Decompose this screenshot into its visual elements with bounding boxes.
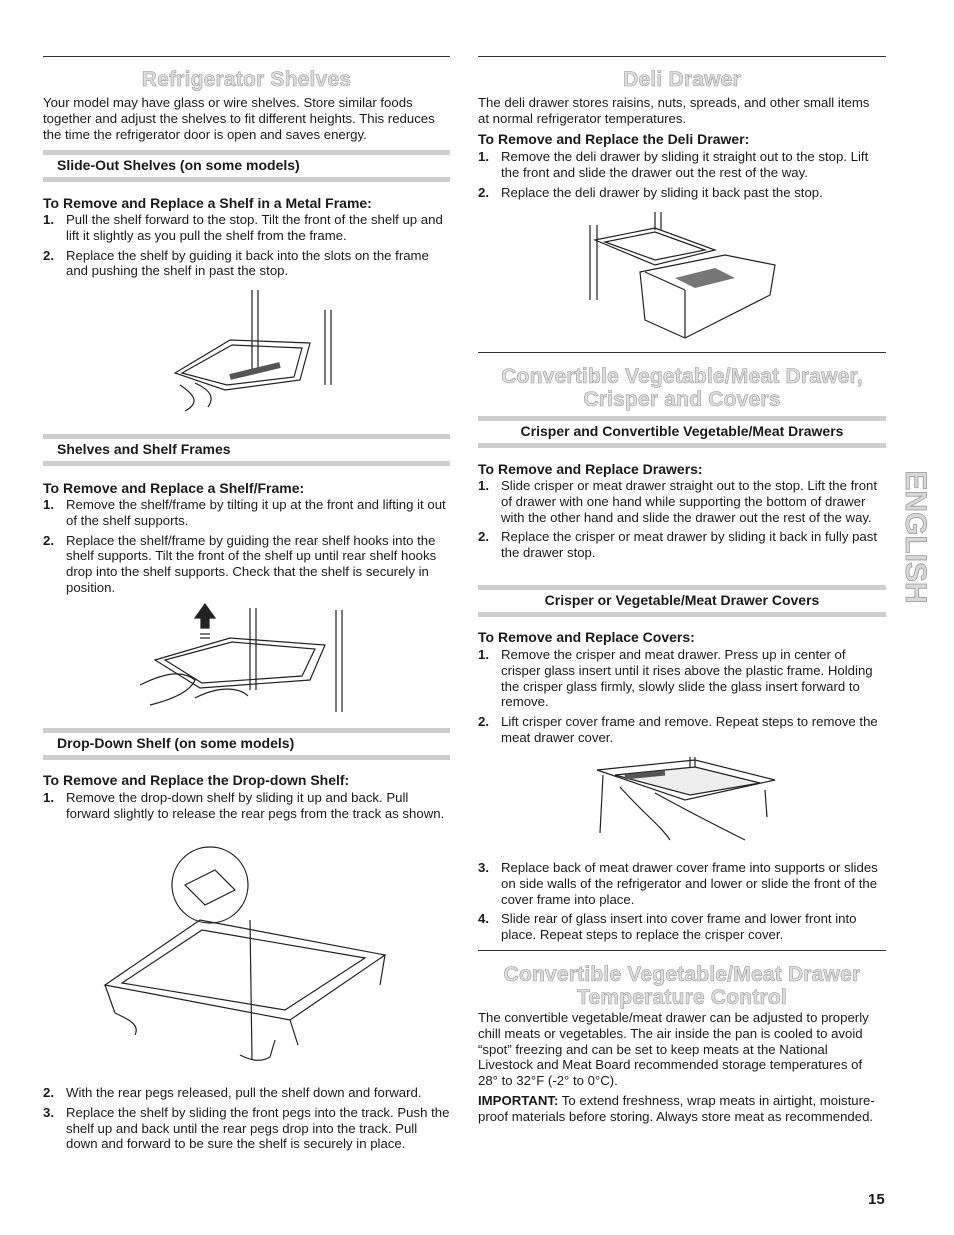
list-item: 1. Pull the shelf forward to the stop. Tilt the front of the shelf up and lift it slightly as you pull the shelf from the frame. [43, 212, 443, 243]
list-item: 3. Replace back of meat drawer cover frame into supports or slides on side walls of the refrigerator and lower or slide the front of the cover frame into place. [478, 860, 878, 907]
frames-steps [43, 497, 450, 600]
covers-subheading: To Remove and Replace Covers: [478, 629, 695, 645]
dropdown-steps-b [43, 1085, 450, 1156]
deli-drawer-illustration [585, 210, 780, 345]
shelves-intro: Your model may have glass or wire shelves. Store similar foods together and adjust the shelves to fit different heights. This reduces the time the refrigerator door is open and saves energy. [43, 95, 435, 142]
list-item: 1. Remove the crisper and meat drawer. Press up in center of crisper glass insert until it rises above the plastic frame. Holding the crisper glass firmly, slowly slide the glass insert forward to remove. [478, 647, 873, 710]
list-item: 4. Slide rear of glass insert into cover frame and lower front into place. Repeat steps to replace the crisper cover. [478, 911, 857, 943]
dropdown-steps-a [43, 790, 450, 826]
list-item: 2. Replace the deli drawer by sliding it back past the stop. [478, 184, 823, 200]
english-side-tab [896, 452, 932, 622]
temp-title-line2: Temperature Control [577, 986, 787, 1009]
list-item: 2. Replace the shelf/frame by guiding the rear shelf hooks into the shelf supports. Tilt the front of the shelf up until rear shelf hooks drop into the shelf supports. Check that the shelf is securely in position. [43, 532, 437, 595]
list-item: 2. With the rear pegs released, pull the shelf down and forward. [43, 1085, 422, 1100]
deli-drawer-title: Deli Drawer [623, 68, 741, 91]
side-tab-label: ENGLISH [899, 470, 932, 604]
drawers-steps [478, 478, 886, 565]
frames-heading: Shelves and Shelf Frames [43, 434, 450, 466]
shelf-frame-illustration [140, 600, 350, 715]
dropdown-shelf-illustration [100, 845, 390, 1070]
frames-subheading: To Remove and Replace a Shelf/Frame: [43, 480, 305, 496]
deli-steps [478, 149, 886, 204]
covers-heading: Crisper or Vegetable/Meat Drawer Covers [478, 585, 886, 617]
refrigerator-shelves-title: Refrigerator Shelves [141, 68, 352, 91]
covers-steps-b [478, 860, 886, 947]
list-item: 2. Lift crisper cover frame and remove. Repeat steps to remove the meat drawer cover. [478, 714, 878, 745]
slideout-shelf-illustration [170, 285, 345, 415]
list-item: 1. Slide crisper or meat drawer straight out to the stop. Lift the front of drawer with one hand while supporting the bottom of drawer with the other hand and slide the drawer out the rest of the way. [478, 478, 878, 525]
top-rule [43, 56, 450, 57]
drawers-subheading: To Remove and Replace Drawers: [478, 461, 703, 477]
list-item: 1. Remove the deli drawer by sliding it straight out to the stop. Lift the front and slide the drawer out the rest of the way. [478, 149, 869, 180]
dropdown-heading: Drop-Down Shelf (on some models) [43, 728, 450, 760]
top-rule [478, 56, 886, 57]
crisper-cover-illustration [595, 755, 780, 845]
section-rule [478, 950, 886, 951]
list-item: 1. Remove the shelf/frame by tilting it up at the front and lifting it out of the shelf supports. [43, 497, 446, 528]
crisper-title-line2: Crisper and Covers [583, 388, 781, 411]
important-note [478, 1093, 883, 1125]
important-label: IMPORTANT: [478, 1093, 559, 1108]
section-rule [478, 352, 886, 353]
covers-steps-a [478, 647, 886, 750]
slideout-subheading: To Remove and Replace a Shelf in a Metal Frame: [43, 195, 372, 211]
temp-title-line1: Convertible Vegetable/Meat Drawer [503, 963, 861, 986]
list-item: 1. Remove the drop-down shelf by sliding it up and back. Pull forward slightly to release the rear pegs from the track as shown. [43, 790, 445, 821]
list-item: 3. Replace the shelf by sliding the front pegs into the track. Push the shelf up and back until the rear pegs drop into the track. Pull down and forward to be sure the shelf is securely in place. [43, 1104, 450, 1152]
crisper-title-line1: Convertible Vegetable/Meat Drawer, [501, 365, 863, 388]
important-text: To extend freshness, wrap meats in airtight, moisture-proof materials before storing. Always store meat as recommended. [478, 1093, 875, 1124]
temp-body: The convertible vegetable/meat drawer can be adjusted to properly chill meats or vegetables. The air inside the pan is cooled to avoid “spot” freezing and can be set to keep meats at the National Livestock and Meat Board recommended storage temperatures of 28° to 32°F (-2° to 0°C). [478, 1010, 869, 1089]
deli-subheading: To Remove and Replace the Deli Drawer: [478, 131, 750, 147]
page-number: 15 [868, 1191, 885, 1208]
slideout-heading: Slide-Out Shelves (on some models) [43, 150, 450, 182]
slideout-steps [43, 212, 450, 283]
list-item: 2. Replace the shelf by guiding it back into the slots on the frame and pushing the shelf in past the stop. [43, 247, 429, 279]
dropdown-subheading: To Remove and Replace the Drop-down Shelf: [43, 772, 350, 788]
drawers-heading: Crisper and Convertible Vegetable/Meat Drawers [478, 416, 886, 448]
list-item: 2. Replace the crisper or meat drawer by sliding it back in fully past the drawer stop. [478, 529, 878, 561]
deli-intro: The deli drawer stores raisins, nuts, spreads, and other small items at normal refrigerator temperatures. [478, 95, 870, 126]
